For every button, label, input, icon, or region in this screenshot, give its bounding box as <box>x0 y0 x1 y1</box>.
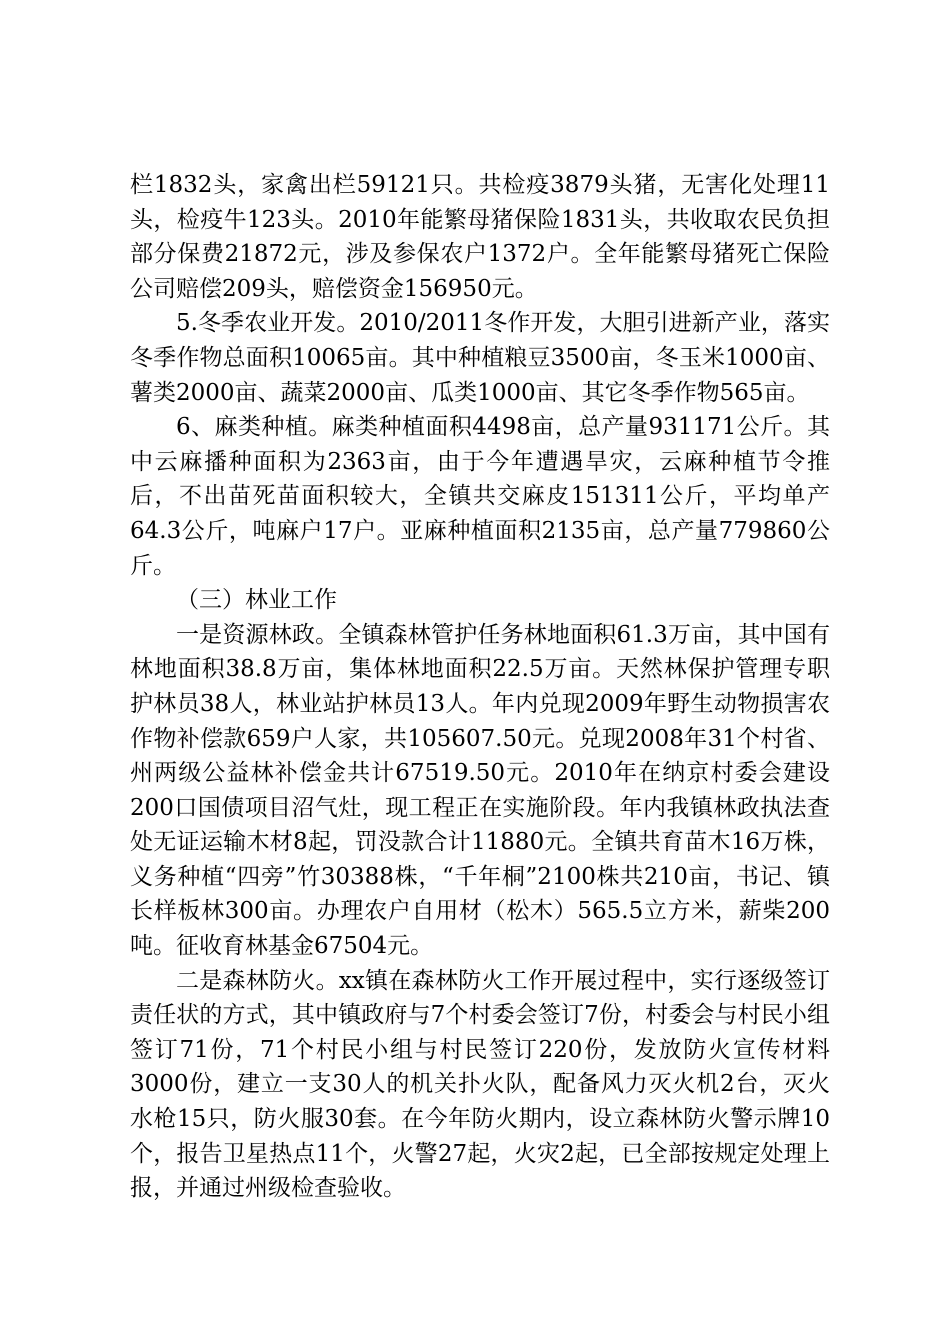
paragraph-livestock: 栏1832头，家禽出栏59121只。共检疫3879头猪，无害化处理11头，检疫牛123头。2010年能繁母猪保险1831头，共收取农民负担部分保费21872元，涉及参保农户1372户。全年能繁母猪死亡保险公司赔偿209头，赔偿资金156950元。 <box>130 172 830 302</box>
paragraph-hemp-planting: 6、麻类种植。麻类种植面积4498亩，总产量931171公斤。其中云麻播种面积为2363亩，由于今年遭遇旱灾，云麻种植节令推后，不出苗死苗面积较大，全镇共交麻皮151311公斤，平均单产64.3公斤，吨麻户17户。亚麻种植面积2135亩，总产量779860公斤。 <box>130 414 830 579</box>
paragraph-fire-prevention: 二是森林防火。xx镇在森林防火工作开展过程中，实行逐级签订责任状的方式，其中镇政府与7个村委会签订7份，村委会与村民小组签订71份，71个村民小组与村民签订220份，发放防火宣传材料3000份，建立一支30人的机关扑火队，配备风力灭火机2台，灭火水枪15只，防火服30套。在今年防火期内，设立森林防火警示牌10个，报告卫星热点11个，火警27起，火灾2起，已全部按规定处理上报，并通过州级检查验收。 <box>130 967 830 1202</box>
paragraph-winter-agriculture: 5.冬季农业开发。2010/2011冬作开发，大胆引进新产业，落实冬季作物总面积10065亩。其中种植粮豆3500亩，冬玉米1000亩、薯类2000亩、蔬菜2000亩、瓜类1000亩、其它冬季作物565亩。 <box>130 310 830 406</box>
section-heading-forestry: （三）林业工作 <box>176 587 337 614</box>
document-body <box>130 168 830 1206</box>
paragraph-forest-resources: 一是资源林政。全镇森林管护任务林地面积61.3万亩，其中国有林地面积38.8万亩，集体林地面积22.5万亩。天然林保护管理专职护林员38人，林业站护林员13人。年内兑现2009年野生动物损害农作物补偿款659户人家，共105607.50元。兑现2008年31个村省、州两级公益林补偿金共计67519.50元。2010年在纳京村委会建设200口国债项目沼气灶，现工程正在实施阶段。年内我镇林政执法查处无证运输木材8起，罚没款合计11880元。全镇共育苗木16万株，义务种植“四旁”竹30388株，“千年桐”2100株共210亩，书记、镇长样板林300亩。办理农户自用材（松木）565.5立方米，薪柴200吨。征收育林基金67504元。 <box>130 621 830 960</box>
